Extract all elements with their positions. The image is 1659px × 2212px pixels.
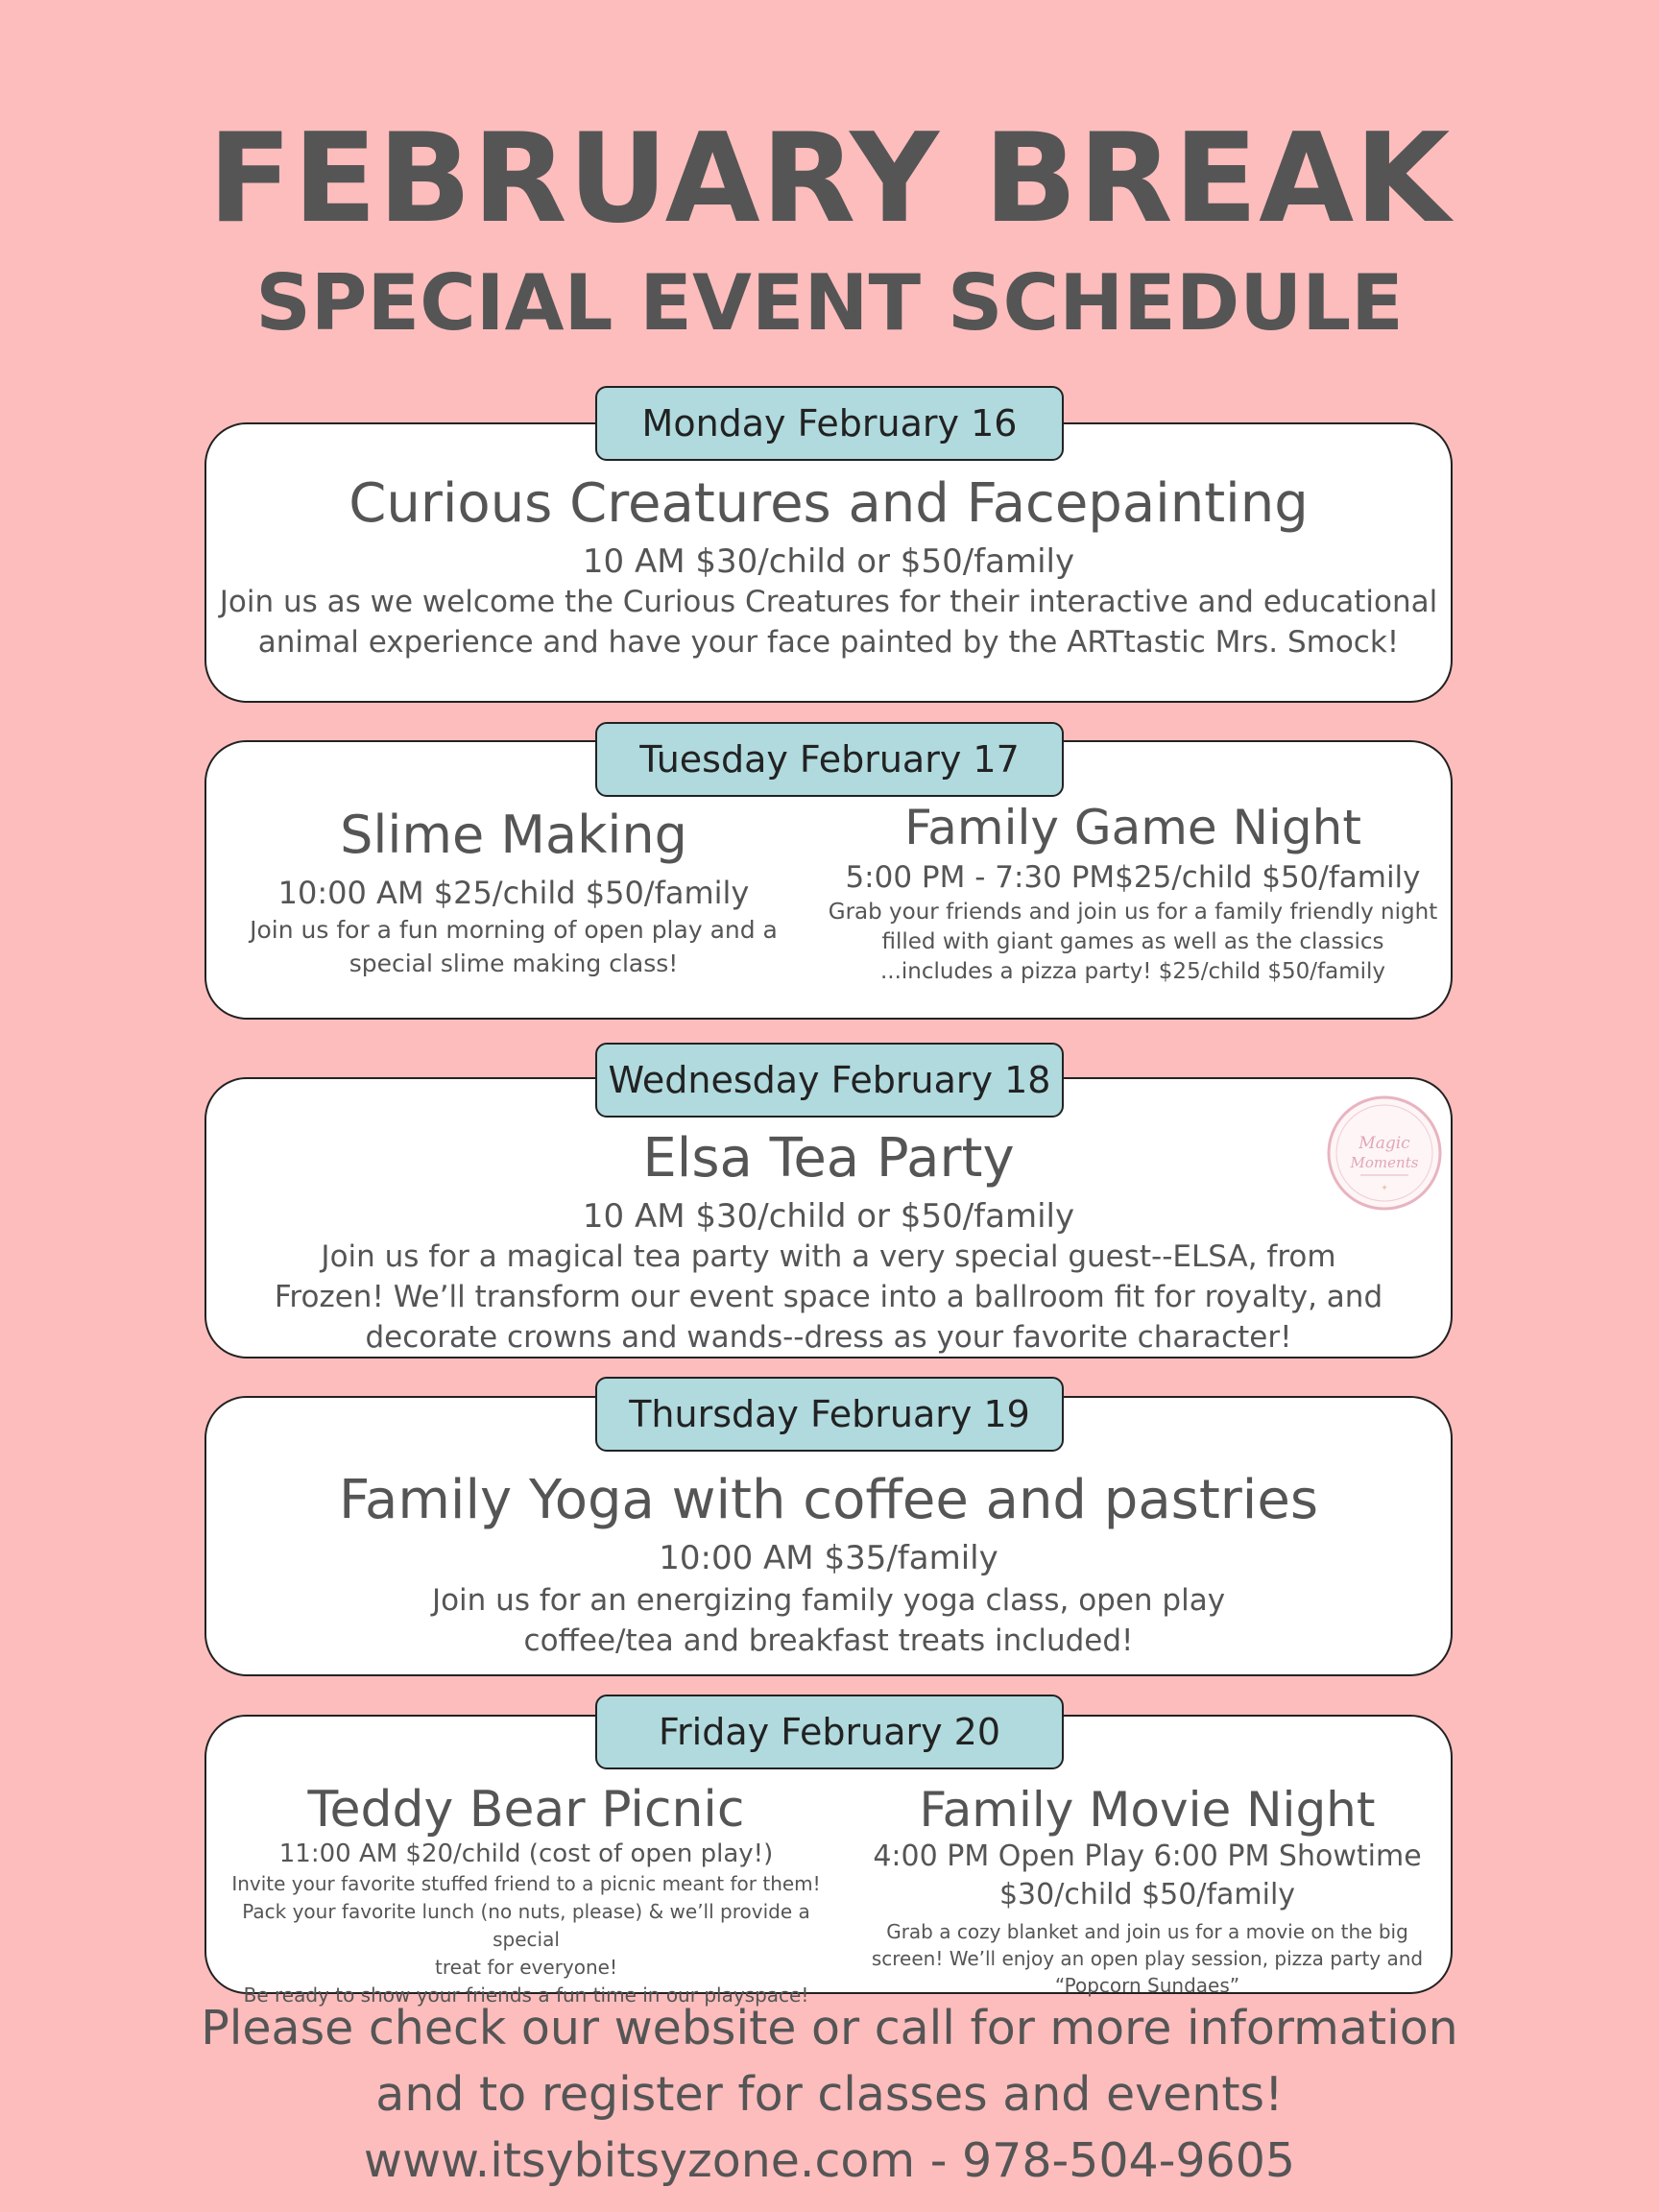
- svg-text:Moments: Moments: [1350, 1154, 1419, 1171]
- footer-line: and to register for classes and events!: [375, 2067, 1284, 2122]
- event-card-wednesday: [204, 1077, 1453, 1358]
- event-title: Elsa Tea Party: [642, 1127, 1015, 1190]
- event-title: Family Game Night: [904, 800, 1361, 855]
- event-time: 10 AM $30/child or $50/family: [582, 542, 1075, 581]
- event-time: 5:00 PM - 7:30 PM$25/child $50/family: [845, 860, 1421, 895]
- footer-line: Please check our website or call for more information: [201, 2001, 1458, 2056]
- day-tab-friday: Friday February 20: [595, 1695, 1064, 1769]
- day-tab-wednesday: Wednesday February 18: [595, 1043, 1064, 1118]
- footer-contact: [0, 1995, 1659, 2194]
- event-description: Join us as we welcome the Curious Creatures for their interactive and educational animal experience and have your face painted by the ARTtastic Mrs. Smock!: [219, 585, 1438, 660]
- event-description: Join us for a fun morning of open play and a special slime making class!: [250, 916, 778, 977]
- footer-website-phone[interactable]: www.itsybitsyzone.com - 978-504-9605: [363, 2133, 1296, 2188]
- day-tab-monday: Monday February 16: [595, 386, 1064, 461]
- event-title: Family Movie Night: [919, 1782, 1376, 1838]
- day-tab-tuesday: Tuesday February 17: [595, 722, 1064, 797]
- event-card-monday: [204, 422, 1453, 703]
- event-time: 11:00 AM $20/child (cost of open play!): [278, 1839, 774, 1868]
- event-title: Slime Making: [340, 805, 687, 865]
- event-title: Family Yoga with coffee and pastries: [338, 1469, 1318, 1531]
- svg-text:Magic: Magic: [1358, 1134, 1410, 1153]
- page-subtitle: SPECIAL EVENT SCHEDULE: [255, 258, 1404, 348]
- event-description: Grab your friends and join us for a family friendly night filled with giant games as well as the classics ...includes a pizza party! $25/child $50/family: [828, 900, 1438, 984]
- event-description: Join us for an energizing family yoga class, open play coffee/tea and breakfast treats included!: [431, 1583, 1226, 1658]
- event-time: 10:00 AM $25/child $50/family: [277, 875, 750, 911]
- event-description: Invite your favorite stuffed friend to a picnic meant for them! Pack your favorite lunch (no nuts, please) & we’ll provide a special treat for everyone! Be ready to show your friends a fun time in our playspace!: [231, 1872, 821, 2007]
- event-description: Join us for a magical tea party with a very special guest--ELSA, from Frozen! We’ll transform our event space into a ballroom fit for royalty, and decorate crowns and wands--dress as your favorite character!: [274, 1239, 1383, 1355]
- event-time: 4:00 PM Open Play 6:00 PM Showtime $30/child $50/family: [873, 1839, 1422, 1911]
- day-tab-thursday: Thursday February 19: [595, 1377, 1064, 1452]
- event-title: Curious Creatures and Facepainting: [349, 472, 1309, 535]
- svg-text:✦: ✦: [1381, 1184, 1388, 1193]
- event-description: Grab a cozy blanket and join us for a movie on the big screen! We’ll enjoy an open play session, pizza party and “Popcorn Sundaes”: [871, 1920, 1424, 1997]
- event-time: 10:00 AM $35/family: [659, 1539, 998, 1577]
- page-title: FEBRUARY BREAK: [207, 108, 1452, 251]
- event-title: Teddy Bear Picnic: [307, 1781, 745, 1839]
- magic-moments-logo: [1326, 1094, 1443, 1212]
- event-time: 10 AM $30/child or $50/family: [582, 1197, 1075, 1236]
